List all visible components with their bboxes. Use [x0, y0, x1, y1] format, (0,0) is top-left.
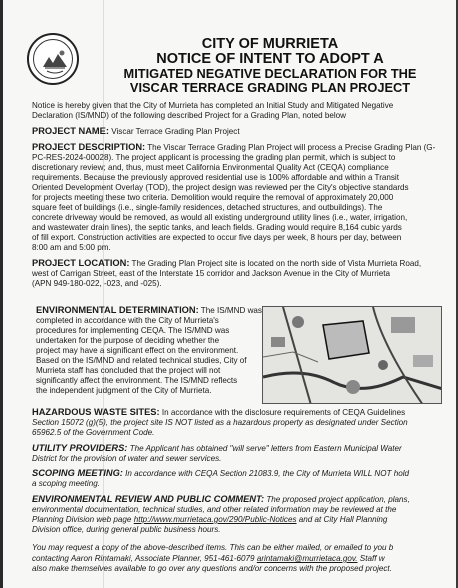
hazardous-waste-label: HAZARDOUS WASTE SITES: [32, 407, 160, 417]
review-line-1: ENVIRONMENTAL REVIEW AND PUBLIC COMMENT: The proposed project application, plans, [32, 494, 410, 504]
header-mnd: MITIGATED NEGATIVE DECLARATION FOR THE [123, 66, 417, 81]
project-description-line-11: 8:00 am and 5:00 pm. [32, 243, 111, 252]
project-description-line-1: PROJECT DESCRIPTION: The Viscar Terrace Grading Plan Project will process a Precise Grading Plan (G- [32, 142, 436, 152]
env-determination-label: ENVIRONMENTAL DETERMINATION: [36, 305, 199, 315]
project-location-label: PROJECT LOCATION: [32, 258, 130, 268]
project-name-label: PROJECT NAME: [32, 126, 109, 136]
env-determination-line-8: significantly affect the environment. The IS/MND reflects [36, 376, 238, 385]
header-project: VISCAR TERRACE GRADING PLAN PROJECT [129, 80, 411, 95]
project-location-line-1: PROJECT LOCATION: The Grading Plan Project site is located on the north side of Vista Murrieta Road, [32, 258, 422, 268]
project-description-line-8: concrete driveway would be removed, as would all existing underground utility lines (i.e., water, irrigation, [32, 213, 408, 222]
project-description-line-7: square feet of buildings (i.e., single-family residences, detached structures, and outbuildings). The [32, 203, 383, 212]
scoping-meeting-line-2: a scoping meeting. [32, 479, 100, 488]
project-description-line-6: for projects meeting these two criteria. Demolition would require the removal of approximately 20,000 [32, 193, 394, 202]
review-label: ENVIRONMENTAL REVIEW AND PUBLIC COMMENT: [32, 494, 265, 504]
city-seal-icon [27, 33, 79, 85]
env-determination-line-6: Based on the IS/MND and related technical studies, City of [36, 356, 247, 365]
env-determination-line-9: the independent judgment of the City of Murrieta. [36, 386, 212, 395]
planner-email-link[interactable]: arintamaki@murrietaca.gov. [256, 554, 358, 563]
env-determination-line-7: Murrieta staff has concluded that the project will not [36, 366, 221, 375]
header-notice: NOTICE OF INTENT TO ADOPT A [156, 51, 384, 67]
project-description-line-5: Oriented Development Overlay (TOD), the project design was reviewed per the City's objective standards [32, 183, 409, 192]
intro-line-2: Declaration (IS/MND) of the following described Project for a Grading Plan, noted below [32, 111, 347, 120]
header-city: CITY OF MURRIETA [201, 36, 339, 52]
project-location-line-2: west of Carrigan Street, east of the Interstate 15 corridor and Jackson Avenue in the City of Murrieta [32, 269, 390, 278]
project-description-line-3: discretionary review; and, thus, must meet California Environmental Quality Act (CEQA) compliance [32, 163, 389, 172]
hazardous-waste-line-1: HAZARDOUS WASTE SITES: In accordance with the disclosure requirements of CEQA Guidelines [32, 407, 406, 417]
review-line-4: Division office, during general public business hours. [32, 525, 221, 534]
public-notices-link[interactable]: http://www.murrietaca.gov/290/Public-Notices [133, 515, 297, 524]
scoping-meeting-line-1: SCOPING MEETING: In accordance with CEQA Section 21083.9, the City of Murrieta WILL NOT hold [32, 468, 410, 478]
project-name-value: Viscar Terrace Grading Plan Project [111, 127, 240, 136]
intro-line-1: Notice is hereby given that the City of Murrieta has completed an Initial Study and Mitigated Negative [32, 101, 394, 110]
utility-providers-label: UTILITY PROVIDERS: [32, 443, 128, 453]
env-determination-line-5: project may have a significant effect on the environment. [36, 346, 239, 355]
hazardous-waste-line-2: Section 15072 (g)(5), the project site IS NOT listed as a hazardous property as designated under Section [32, 418, 408, 427]
project-name [32, 126, 240, 137]
project-description-line-4: requirements. Because the previously approved residential use is 100% affordable and within a Transit [32, 173, 399, 182]
hazardous-waste-line-3: 65962.5 of the Government Code. [32, 428, 155, 437]
project-description-label: PROJECT DESCRIPTION: [32, 142, 146, 152]
request-copy-line-3: also make themselves available to go over any questions and/or concerns with the proposed project. [32, 564, 392, 573]
project-description-line-2: PC-RES-2024-00028). The project applicant is processing the grading plan permit, which is subject to [32, 153, 396, 162]
env-determination-line-1: ENVIRONMENTAL DETERMINATION: The IS/MND was [36, 305, 262, 315]
request-copy-line-1: You may request a copy of the above-described items. This can be either mailed, or emailed to you b [32, 543, 394, 552]
scoping-meeting-label: SCOPING MEETING: [32, 468, 123, 478]
review-line-2: environmental documentation, technical studies, and other related information may be reviewed at the [32, 505, 397, 514]
env-determination-line-2: completed in accordance with the City of Murrieta's [36, 316, 219, 325]
request-copy-line-2: contacting Aaron Rintamaki, Associate Planner, 951-461-6079 arintamaki@murrietaca.gov. Staff w [32, 554, 385, 563]
site-aerial-map-icon [262, 306, 442, 404]
page-edge-left [0, 0, 3, 588]
project-location-line-3: (APN 949-180-022, -023, and -025). [32, 279, 162, 288]
env-determination-line-3: procedures for implementing CEQA. The IS/MND was [36, 326, 230, 335]
project-description-line-9: and wastewater drain lines), the septic tanks, and leach fields. Grading would require 8,164 cubic yards [32, 223, 402, 232]
review-line-3: Planning Division web page http://www.murrietaca.gov/290/Public-Notices and at City Hall Planning [32, 515, 388, 524]
project-description-line-10: of fill export. Construction activities are expected to occur five days per week, 8 hours per day, between [32, 233, 402, 242]
env-determination-line-4: undertaken for the purpose of deciding whether the [36, 336, 220, 345]
utility-providers-line-2: District for the provision of water and sewer services. [32, 454, 222, 463]
utility-providers-line-1: UTILITY PROVIDERS: The Applicant has obtained "will serve" letters from Eastern Municipal Water [32, 443, 402, 453]
